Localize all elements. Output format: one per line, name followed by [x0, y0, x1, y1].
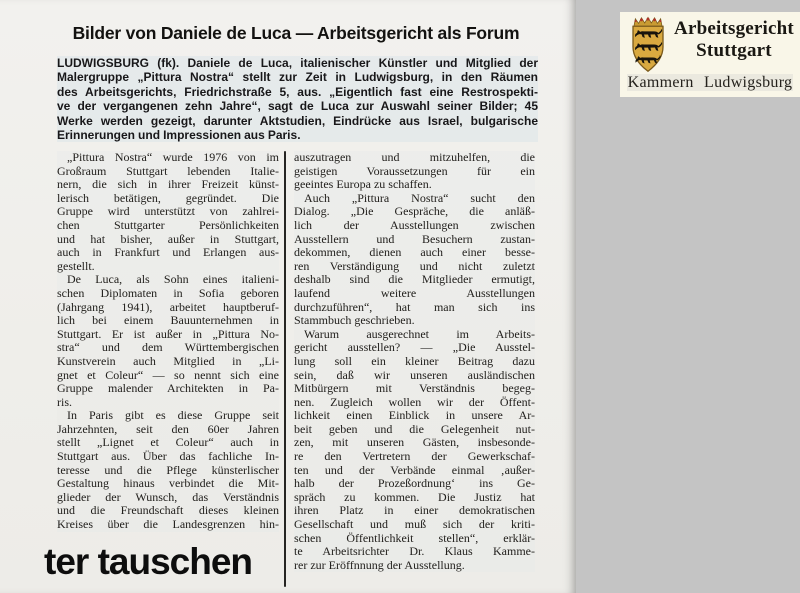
stamp-subtitle [620, 74, 800, 92]
text-line: rer zur Eröffnnung der Ausstellung. [294, 559, 535, 573]
text-line: Gesellschaft und muß sich der kriti- [294, 517, 535, 532]
text-line: „Pittura Nostra“ wurde 1976 von im [57, 151, 279, 165]
text-line: beit geben und die Gelegenheit nut- [294, 421, 535, 436]
text-line: stra“ und dem Württembergischen [57, 340, 279, 355]
text-line: Kreises über die Landesgrenzen hin- [57, 517, 279, 532]
text-line: durchzuführen“, hat man sich ins [294, 299, 535, 314]
text-line: nern, die sich in ihrer Freizeit künst- [57, 177, 279, 192]
adjacent-headline-fragment: ter tauschen [44, 541, 253, 582]
text-line: ihren Platz in einer demokratischen [294, 503, 535, 518]
court-stamp [620, 12, 800, 97]
text-line: ris. [57, 396, 279, 410]
text-line: lung soll ein kleiner Beitrag dazu [294, 353, 535, 368]
text-line: Auch „Pittura Nostra“ sucht den [294, 192, 535, 206]
text-line: Werke werden gezeigt, darunter Aktstudien, Eindrücke aus Israel, bulgarische [57, 113, 538, 128]
baden-wuerttemberg-coat-of-arms-icon [627, 15, 669, 75]
text-line: Gruppe wird unterstützt von zahlrei- [57, 204, 279, 219]
text-line: (Jahrgang 1941), arbeitet hauptberuf- [57, 299, 279, 314]
text-line: Gruppe malender Architekten in Pa- [57, 381, 279, 396]
text-line: lich bei einem Bauunternehmen in [57, 313, 279, 328]
text-line: In Paris gibt es diese Gruppe seit [57, 409, 279, 423]
stamp-title-line2: Stuttgart [696, 39, 772, 61]
stamp-subtitle-text: Kammern Ludwigsburg [627, 74, 793, 91]
text-line: gericht ausstellen? — „Die Ausstel- [294, 340, 535, 355]
text-line: Dialog. „Die Gespräche, die anläß- [294, 204, 535, 219]
text-line: auszutragen und mitzuhelfen, die [294, 150, 535, 164]
text-line: stellt „Lignet et Coleur“ auch in [57, 435, 279, 450]
text-line: auch in Frankfurt und Erlangen aus- [57, 245, 279, 260]
article-column-left [57, 151, 279, 587]
text-line: ten und der Verbände einmal ‚außer- [294, 462, 535, 477]
text-line: re den Vertretern der Gewerkschaf- [294, 449, 535, 464]
text-line: und die Freundschaft dieses kleinen [57, 503, 279, 518]
text-line: lichkeit einen Einblick in unsere Ar- [294, 408, 535, 423]
stamp-title-line1: Arbeitsgericht [674, 18, 794, 39]
text-line: teresse und die Pflege künsterlischer [57, 462, 279, 477]
text-line: halb der Prozeßordnung‘ ins Ge- [294, 476, 535, 491]
text-line: Jahrzehnten, seit den 60er Jahren [57, 421, 279, 436]
text-line: laufend weitere Ausstellungen [294, 285, 535, 300]
text-line: Warum ausgerechnet im Arbeits- [294, 328, 535, 342]
article-body [57, 151, 535, 587]
text-line: De Luca, als Sohn eines italieni- [57, 273, 279, 287]
text-line: glieder der Wunsch, das Verständnis [57, 489, 279, 504]
text-line: chen Stuttgarter Persönlichkeiten [57, 217, 279, 232]
text-line: des Arbeitsgerichts, Friedrichstraße 5, aus. „Eigentlich fast eine Restrospekti- [57, 84, 538, 99]
text-line: gestellt. [57, 260, 279, 274]
text-line: Erinnerungen und Impressionen aus Paris. [57, 128, 538, 142]
text-line: deshalb sind die Mitglieder ermutigt, [294, 272, 535, 287]
text-line: gnet et Coleur“ — so nennt sich eine [57, 367, 279, 382]
article-column-right [294, 151, 535, 587]
column-divider-rule [284, 151, 286, 587]
text-line: geeintes Europa zu schaffen. [294, 178, 535, 192]
text-line: geistigen Voraussetzungen für ein [294, 163, 535, 178]
text-line: schen Diplomaten in Sofia geboren [57, 285, 279, 300]
text-line: zen, mit unseren Gästen, insbesonde- [294, 435, 535, 450]
text-line: Ausstellern und Besuchern zustan- [294, 231, 535, 246]
text-line: Stuttgart. Er ist außer in „Pittura No- [57, 326, 279, 341]
article-headline: Bilder von Daniele de Luca — Arbeitsgericht als Forum [72, 23, 520, 43]
text-line: schen Öffentlichkeit stellen“, erklär- [294, 530, 535, 545]
text-line: te Arbeitsrichter Dr. Klaus Kamme- [294, 544, 535, 559]
text-line: ren Verständigung und nicht zuletzt [294, 258, 535, 273]
text-line: nen. Zugleich wollen wir der Öffent- [294, 394, 535, 409]
text-line: ve der vergangenen zehn Jahre“, sagt de Luca zur Auswahl seiner Bilder; 45 [57, 99, 538, 114]
text-line: Stuttgart aus. Über das fachliche In- [57, 449, 279, 464]
text-line: Malergruppe „Pittura Nostra“ stellt zur Zeit in Ludwigsburg, in den Räumen [57, 70, 538, 85]
stamp-title [670, 18, 798, 61]
text-line: LUDWIGSBURG (fk). Daniele de Luca, italienischer Künstler und Mitglied der [57, 56, 538, 70]
text-line: dekommen, dienen auch einer besse- [294, 245, 535, 260]
article-lead-paragraph [57, 56, 538, 142]
text-line: lich der Ausstellungen zwischen [294, 217, 535, 232]
text-line: Stammbuch geschrieben. [294, 314, 535, 328]
text-line: sein, daß wir unseren ausländischen [294, 367, 535, 382]
text-line: und hat bisher, außer in Stuttgart, [57, 231, 279, 246]
text-line: Mitbürgern mit Verständnis begeg- [294, 381, 535, 396]
text-line: spräch zu kommen. Die Justiz hat [294, 489, 535, 504]
text-line: Gestaltung hinaus verbindet die Mit- [57, 476, 279, 491]
text-line: lerisch betätigen, gegründet. Die [57, 190, 279, 205]
text-line: Kunstverein auch Mitglied in „Li- [57, 353, 279, 368]
text-line: Großraum Stuttgart lebenden Italie- [57, 163, 279, 178]
